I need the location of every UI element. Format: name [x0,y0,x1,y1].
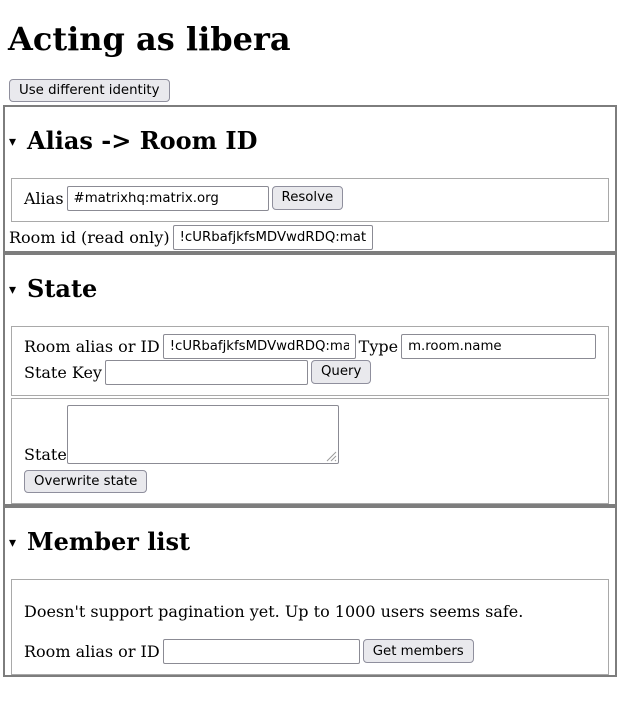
get-members-button[interactable]: Get members [363,639,474,663]
members-room-label: Room alias or ID [24,641,160,661]
identity-toolbar [9,79,611,102]
state-section-summary[interactable] [9,275,611,303]
members-room-input[interactable] [163,639,360,664]
room-id-label: Room id (read only) [9,227,170,247]
disclosure-triangle-icon: ▾ [9,133,17,150]
state-section-title: State [27,274,98,304]
members-fieldset [11,579,609,675]
disclosure-triangle-icon: ▾ [9,535,17,552]
use-different-identity-button[interactable]: Use different identity [9,79,170,102]
members-room-row [24,638,596,664]
alias-row [24,185,596,211]
resize-handle-icon[interactable] [326,451,337,462]
alias-label: Alias [24,188,64,208]
section-alias-room-id [3,105,617,253]
section-member-list [3,506,617,677]
state-key-label: State Key [24,362,102,382]
pagination-note: Doesn't support pagination yet. Up to 1000 users seems safe. [24,602,524,622]
state-room-type-row [24,333,596,359]
alias-section-title: Alias -> Room ID [27,125,258,155]
room-id-input[interactable] [173,225,373,250]
room-id-row [9,224,611,250]
state-room-label: Room alias or ID [24,336,160,356]
alias-section-summary[interactable] [9,127,611,155]
disclosure-triangle-icon: ▾ [9,282,17,299]
state-textarea[interactable] [67,405,339,464]
members-section-title: Member list [27,527,191,557]
alias-input[interactable] [67,186,269,211]
state-textarea-wrap [67,405,339,464]
resolve-button[interactable]: Resolve [272,186,344,210]
state-type-label: Type [358,336,399,356]
members-section-summary[interactable] [9,528,611,556]
alias-resolve-fieldset [11,178,609,222]
overwrite-button-row [24,470,596,493]
overwrite-state-button[interactable]: Overwrite state [24,470,147,493]
query-button[interactable]: Query [311,360,371,384]
state-type-input[interactable] [401,334,596,359]
state-room-input[interactable] [163,334,356,359]
state-label: State [24,445,67,465]
state-query-fieldset [11,326,609,396]
state-textarea-row [24,405,596,464]
section-state [3,253,617,506]
state-key-row [24,359,596,385]
page-title: Acting as libera [8,20,291,58]
state-overwrite-fieldset [11,398,609,504]
state-key-input[interactable] [105,360,308,385]
